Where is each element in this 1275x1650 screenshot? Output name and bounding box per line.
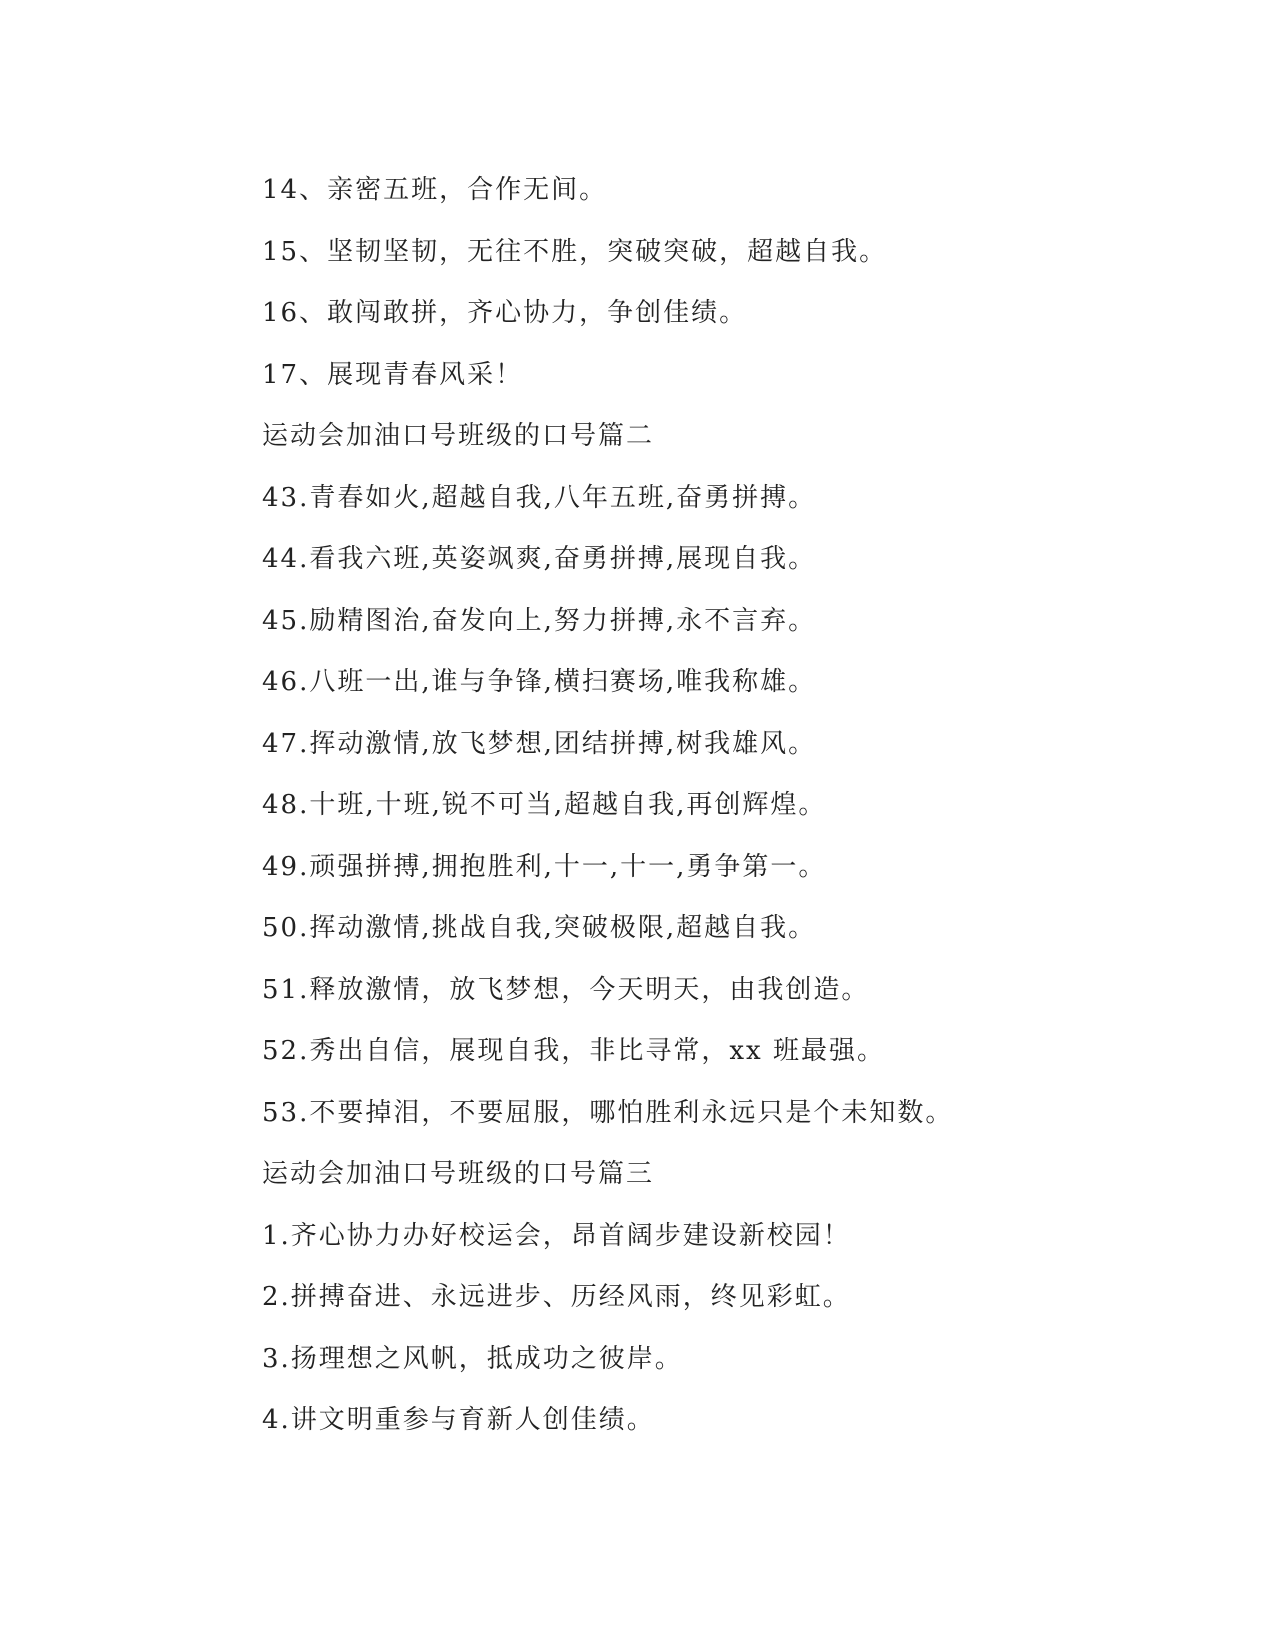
slogan-49: 49.顽强拼搏,拥抱胜利,十一,十一,勇争第一。	[262, 851, 827, 882]
slogan-15: 15、坚韧坚韧，无往不胜，突破突破，超越自我。	[262, 236, 888, 267]
slogan-45: 45.励精图治,奋发向上,努力拼搏,永不言弃。	[262, 605, 817, 636]
slogan-2: 2.拼搏奋进、永远进步、历经风雨，终见彩虹。	[262, 1282, 851, 1312]
slogan-48: 48.十班,十班,锐不可当,超越自我,再创辉煌。	[262, 790, 827, 820]
document-body	[262, 160, 1162, 1452]
slogan-51: 51.释放激情，放飞梦想，今天明天，由我创造。	[262, 974, 870, 1005]
slogan-1: 1.齐心协力办好校运会，昂首阔步建设新校园！	[262, 1220, 851, 1251]
slogan-4: 4.讲文明重参与育新人创佳绩。	[262, 1405, 655, 1435]
slogan-52: 52.秀出自信，展现自我，非比寻常，xx 班最强。	[262, 1036, 885, 1066]
slogan-17: 17、展现青春风采！	[262, 359, 524, 390]
slogan-14: 14、亲密五班，合作无间。	[262, 175, 608, 205]
slogan-16: 16、敢闯敢拼，齐心协力，争创佳绩。	[262, 298, 748, 328]
slogan-50: 50.挥动激情,挑战自我,突破极限,超越自我。	[262, 913, 817, 943]
section-heading-part-3: 运动会加油口号班级的口号篇三	[262, 1159, 655, 1189]
slogan-43: 43.青春如火,超越自我,八年五班,奋勇拼搏。	[262, 482, 817, 513]
slogan-3: 3.扬理想之风帆，抵成功之彼岸。	[262, 1343, 683, 1374]
slogan-44: 44.看我六班,英姿飒爽,奋勇拼搏,展现自我。	[262, 544, 817, 574]
slogan-46: 46.八班一出,谁与争锋,横扫赛场,唯我称雄。	[262, 667, 817, 697]
section-heading-part-2: 运动会加油口号班级的口号篇二	[262, 421, 655, 451]
slogan-47: 47.挥动激情,放飞梦想,团结拼搏,树我雄风。	[262, 728, 817, 759]
slogan-53: 53.不要掉泪，不要屈服，哪怕胜利永远只是个未知数。	[262, 1097, 954, 1128]
